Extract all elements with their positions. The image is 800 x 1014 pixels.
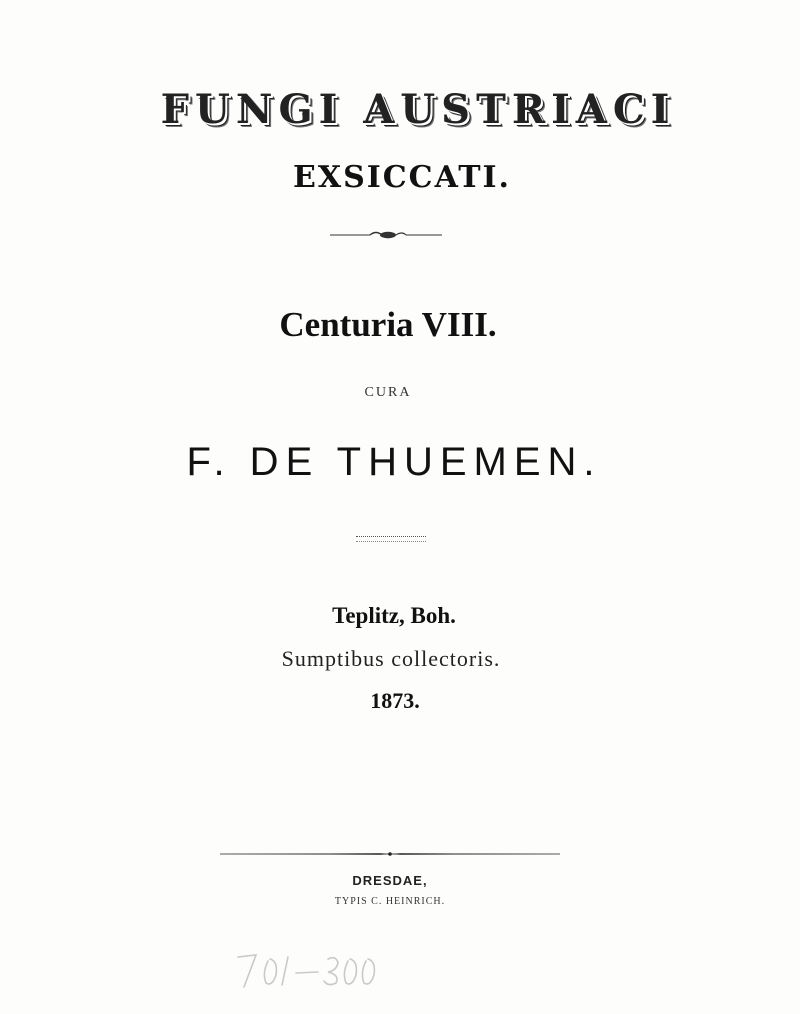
cura-label: CURA — [364, 385, 412, 400]
decorative-ornament — [330, 228, 442, 242]
printer-city: DRESDAE, — [352, 873, 428, 888]
publication-year: 1873. — [370, 688, 420, 713]
publication-place: Teplitz, Boh. — [332, 603, 456, 628]
handwritten-pencil-note — [228, 945, 378, 995]
subtitle: EXSICCATI. — [292, 160, 512, 195]
dotted-divider — [356, 536, 426, 542]
publication-note: Sumptibus collectoris. — [281, 646, 501, 671]
main-title: FUNGI AUSTRIACI — [160, 86, 676, 133]
volume-title: Centuria VIII. — [279, 305, 497, 344]
footer-rule — [220, 850, 560, 858]
printer-name: TYPIS C. HEINRICH. — [334, 896, 446, 907]
author-name: F. DE THUEMEN. — [186, 440, 602, 484]
